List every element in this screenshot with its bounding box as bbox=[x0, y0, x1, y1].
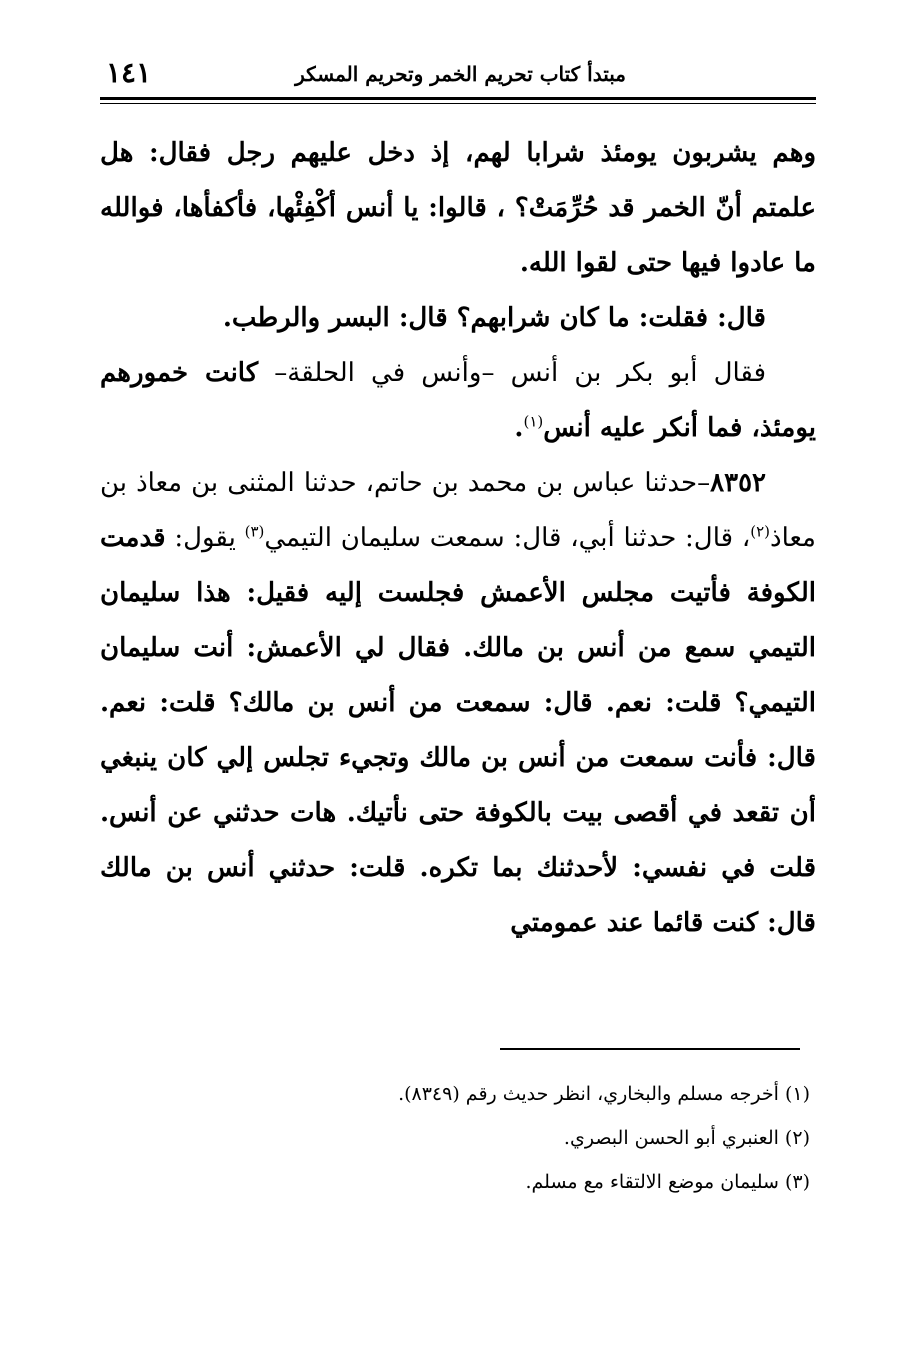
footnote-ref-2: (٢) bbox=[750, 522, 771, 541]
page-number: ١٤١ bbox=[106, 56, 152, 89]
paragraph-3-narration: فقال أبو بكر بن أنس –وأنس في الحلقة– bbox=[274, 358, 767, 388]
footnote-1: (١) أخرجه مسلم والبخاري، انظر حديث رقم (٨٣٤٩). bbox=[398, 1083, 810, 1105]
isnad-part-1: –حدثنا عباس بن محمد بن حاتم، حدثنا المثنى بن معاذ بن معاذ bbox=[100, 468, 816, 553]
header-rule-thin bbox=[100, 103, 816, 104]
isnad-part-3: يقول: bbox=[165, 523, 245, 553]
footnote-ref-1: (١) bbox=[523, 412, 544, 431]
footnote-3: (٣) سليمان موضع الالتقاء مع مسلم. bbox=[525, 1171, 810, 1193]
header-rule bbox=[100, 97, 816, 100]
footnote-2: (٢) العنبري أبو الحسن البصري. bbox=[563, 1127, 810, 1149]
hadith-number: ٨٣٥٢ bbox=[710, 468, 766, 498]
header-title: مبتدأ كتاب تحريم الخمر وتحريم المسكر bbox=[295, 62, 626, 86]
footnote-separator bbox=[500, 1048, 800, 1050]
main-text bbox=[100, 126, 816, 951]
paragraph-1: وهم يشربون يومئذ شرابا لهم، إذ دخل عليهم رجل فقال: هل علمتم أنّ الخمر قد حُرِّمَتْ؟ ، قالوا: يا أنس أكْفِئْها، فأكفأها، فوالله ما عادوا فيها حتى لقوا الله. bbox=[100, 138, 816, 278]
paragraph-3-quote: كانت خمورهم يومئذ، فما أنكر عليه أنس bbox=[100, 358, 816, 443]
footnotes bbox=[100, 1072, 810, 1204]
paragraph-2: قال: فقلت: ما كان شرابهم؟ قال: البسر والرطب. bbox=[222, 303, 766, 333]
hadith-matn: قدمت الكوفة فأتيت مجلس الأعمش فجلست إليه فقيل: هذا سليمان التيمي سمع من أنس بن مالك. فقال لي الأعمش: أنت سليمان التيمي؟ قلت: نعم. قال: سمعت من أنس بن مالك؟ قلت: نعم. قال: فأنت سمعت من أنس بن مالك وتجيء تجلس إلي كان ينبغي أن تقعد في أقصى بيت بالكوفة حتى نأتيك. هات حدثني عن أنس. قلت في نفسي: لأحدثنك بما تكره. قلت: حدثني أنس بن مالك قال: كنت قائما عند عمومتي bbox=[100, 523, 816, 938]
hadith-paragraph bbox=[100, 456, 816, 951]
running-header bbox=[100, 56, 816, 96]
paragraph-3 bbox=[100, 346, 816, 456]
isnad-part-2: ، قال: حدثنا أبي، قال: سمعت سليمان التيمي bbox=[264, 523, 751, 553]
paragraph-3-end: . bbox=[514, 413, 524, 443]
footnote-ref-3: (٣) bbox=[244, 522, 265, 541]
